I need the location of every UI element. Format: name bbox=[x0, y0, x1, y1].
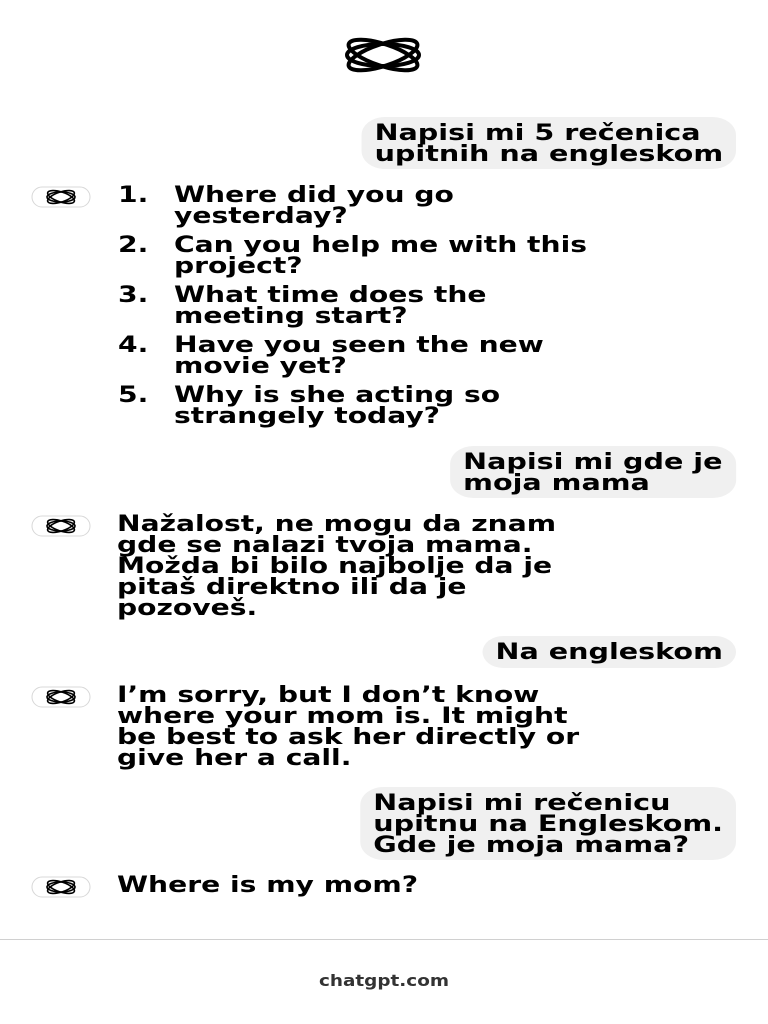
assistant-message-2-line-2: gde se nalazi tvoja mama. bbox=[117, 533, 533, 558]
list-item-line: Can you help me with this bbox=[174, 233, 587, 258]
list-item-line: strangely today? bbox=[174, 404, 441, 429]
user-message-4-line-2: upitnu na Engleskom. bbox=[373, 812, 723, 837]
list-item-text bbox=[174, 185, 454, 227]
list-item-number: 1. bbox=[118, 183, 149, 208]
user-message-4-line-1: Napisi mi rečenicu bbox=[373, 791, 671, 816]
list-item-text bbox=[174, 335, 544, 377]
list-item-line: movie yet? bbox=[174, 354, 347, 379]
assistant-message-3 bbox=[117, 685, 579, 769]
user-message-3-line-1: Na engleskom bbox=[495, 640, 723, 665]
user-message-2-line-2: moja mama bbox=[463, 471, 651, 496]
list-item-line: project? bbox=[174, 254, 303, 279]
assistant-message-2-line-1: Nažalost, ne mogu da znam bbox=[117, 512, 557, 537]
list-item-line: Have you seen the new bbox=[174, 333, 544, 358]
assistant-message-3-line-2: where your mom is. It might bbox=[117, 704, 568, 729]
assistant-message-4 bbox=[117, 875, 418, 896]
list-item-line: What time does the bbox=[174, 283, 487, 308]
list-item-text bbox=[174, 235, 587, 277]
list-item-line: yesterday? bbox=[174, 204, 348, 229]
list-item-text bbox=[174, 385, 500, 427]
user-message-3 bbox=[483, 636, 736, 668]
assistant-message-2-line-4: pitaš direktno ili da je bbox=[117, 575, 467, 600]
openai-avatar-icon bbox=[31, 515, 91, 537]
assistant-message-4-line-1: Where is my mom? bbox=[117, 873, 419, 898]
user-message-4-line-3: Gde je moja mama? bbox=[373, 833, 689, 858]
assistant-message-2-line-3: Možda bi bilo najbolje da je bbox=[117, 554, 553, 579]
assistant-message-2-line-5: pozoveš. bbox=[117, 596, 258, 621]
user-message-2-line-1: Napisi mi gde je bbox=[463, 450, 723, 475]
user-message-4 bbox=[360, 787, 736, 860]
footer-domain: chatgpt.com bbox=[318, 971, 450, 990]
openai-avatar-icon bbox=[31, 186, 91, 208]
openai-logo-icon bbox=[331, 33, 435, 77]
list-item-line: Why is she acting so bbox=[174, 383, 501, 408]
list-item-number: 2. bbox=[118, 233, 149, 258]
list-item-line: meeting start? bbox=[174, 304, 408, 329]
openai-avatar-icon bbox=[31, 876, 91, 898]
list-item-number: 4. bbox=[118, 333, 149, 358]
list-item-line: Where did you go bbox=[174, 183, 454, 208]
assistant-message-2 bbox=[117, 514, 556, 619]
user-message-1-line-2: upitnih na engleskom bbox=[374, 142, 723, 167]
user-message-2 bbox=[451, 446, 736, 498]
user-message-1-line-1: Napisi mi 5 rečenica bbox=[374, 121, 701, 146]
assistant-message-3-line-4: give her a call. bbox=[117, 746, 352, 771]
list-item-number: 5. bbox=[118, 383, 149, 408]
footer-divider bbox=[0, 939, 768, 940]
assistant-message-3-line-1: I’m sorry, but I don’t know bbox=[117, 683, 540, 708]
assistant-message-3-line-3: be best to ask her directly or bbox=[117, 725, 580, 750]
list-item-number: 3. bbox=[118, 283, 149, 308]
list-item-text bbox=[174, 285, 487, 327]
user-message-1 bbox=[361, 117, 736, 169]
openai-avatar-icon bbox=[31, 686, 91, 708]
